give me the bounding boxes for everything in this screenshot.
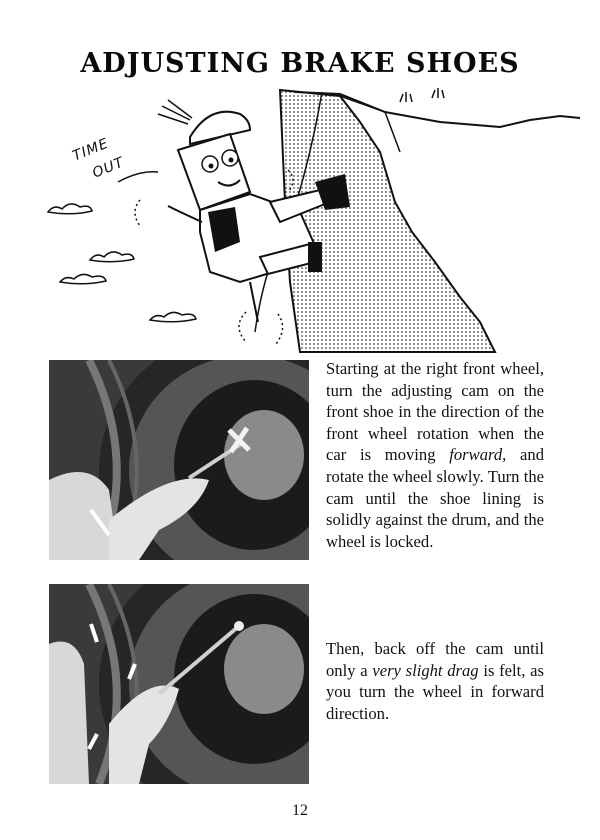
photo-backing-off-cam	[49, 584, 309, 784]
paragraph-2-text-a: Then, back off the cam until only a	[326, 639, 544, 680]
cartoon-speech-out: OUT	[90, 154, 127, 182]
photo-turning-cam	[49, 360, 309, 560]
paragraph-1-emphasis: forward,	[449, 445, 507, 465]
paragraph-1-text-a: Starting at the right front wheel, turn the adjusting cam on the front shoe in the direction of the front wheel rotation when the car is moving	[326, 359, 544, 465]
page-title: ADJUSTING BRAKE SHOES	[80, 48, 520, 79]
paragraph-1-text-b: and rotate the wheel slowly. Turn the cam until the shoe lining is solidly against the drum, and the wheel is locked.	[326, 445, 544, 551]
instruction-paragraph-2	[326, 638, 544, 724]
cartoon-speech-time: TIME	[70, 135, 112, 165]
cartoon-illustration	[40, 82, 580, 354]
instruction-paragraph-1	[326, 358, 544, 552]
paragraph-2-text-b: is felt, as you turn the wheel in forward direction.	[326, 660, 544, 723]
paragraph-2-emphasis: very slight drag	[372, 660, 479, 680]
page-number: 12	[292, 802, 308, 819]
